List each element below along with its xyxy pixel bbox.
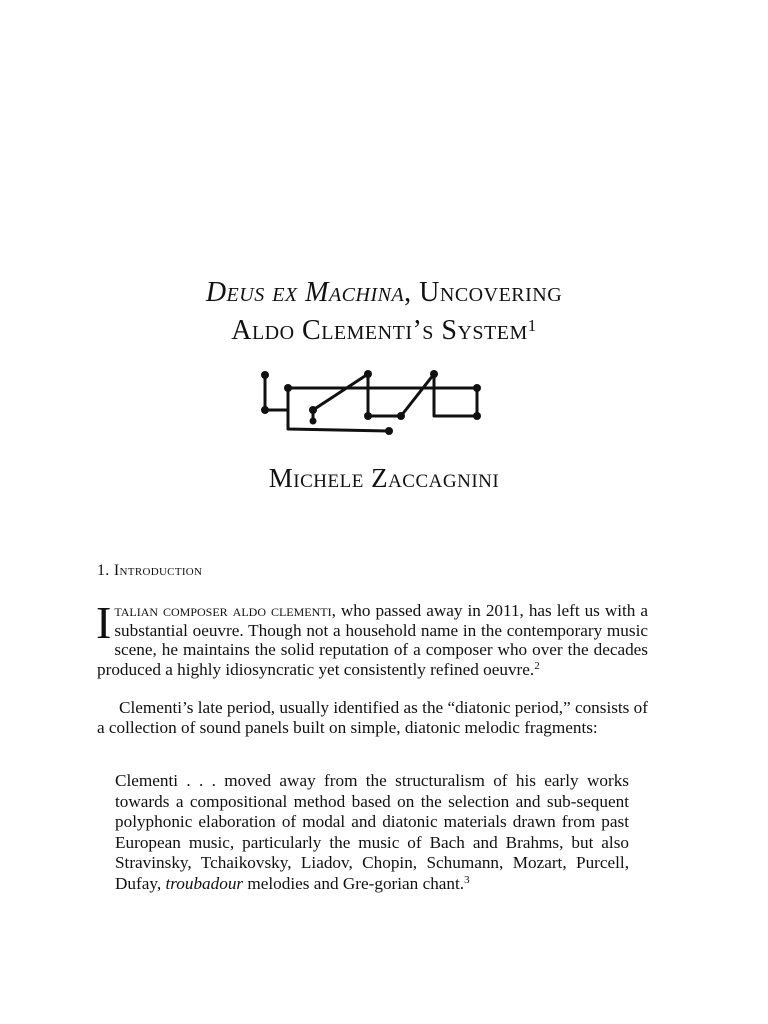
glyph-nodes	[261, 370, 481, 435]
block-quote	[115, 771, 629, 894]
section-number: 1.	[97, 562, 110, 579]
paragraph-1-text: , who passed away in 2011, has left us with a substantial oeuvre. Though not a household name in the contemporary music scene, he maintains the solid reputation of a composer who over the decades produced a highly idiosyncratic yet consistently refined oeuvre.	[97, 601, 648, 679]
block-quote-text: Clementi . . . moved away from the structuralism of his early works towards a compositional method based on the selection and sub-sequent polyphonic elaboration of modal and diatonic materials drawn from past European music, particularly the music of Bach and Brahms, but also Stravinsky, Tchaikovsky, Liadov, Chopin, Schumann, Mozart, Purcell, Dufay,	[115, 771, 629, 893]
glyph-lines	[265, 374, 477, 431]
block-quote-text-end: melodies and Gre-gorian chant.	[243, 873, 465, 893]
block-quote-italic: troubadour	[165, 873, 244, 893]
section-title: Introduction	[113, 562, 203, 579]
title-footnote-marker: 1	[527, 316, 537, 335]
footnote-marker-3: 3	[464, 873, 470, 886]
title-italic-phrase: Deus ex Machina	[205, 277, 405, 308]
footnote-marker-2: 2	[534, 659, 540, 672]
network-glyph-icon	[252, 366, 492, 438]
title-line-1-rest: , Uncovering	[404, 277, 563, 308]
paragraph-1-smallcaps-lead: talian composer aldo clementi	[114, 601, 332, 620]
article-title-line-1	[0, 276, 768, 310]
drop-cap: I	[96, 597, 112, 648]
section-heading	[97, 562, 202, 580]
title-line-2-text: Aldo Clementi’s System	[231, 315, 528, 346]
author-name: Michele Zaccagnini	[268, 463, 500, 493]
paragraph-1	[96, 597, 648, 679]
paragraph-2: Clementi’s late period, usually identified as the “diatonic period,” consists of a collection of sound panels built on simple, diatonic melodic fragments:	[97, 698, 648, 737]
article-title-line-2	[0, 309, 768, 348]
